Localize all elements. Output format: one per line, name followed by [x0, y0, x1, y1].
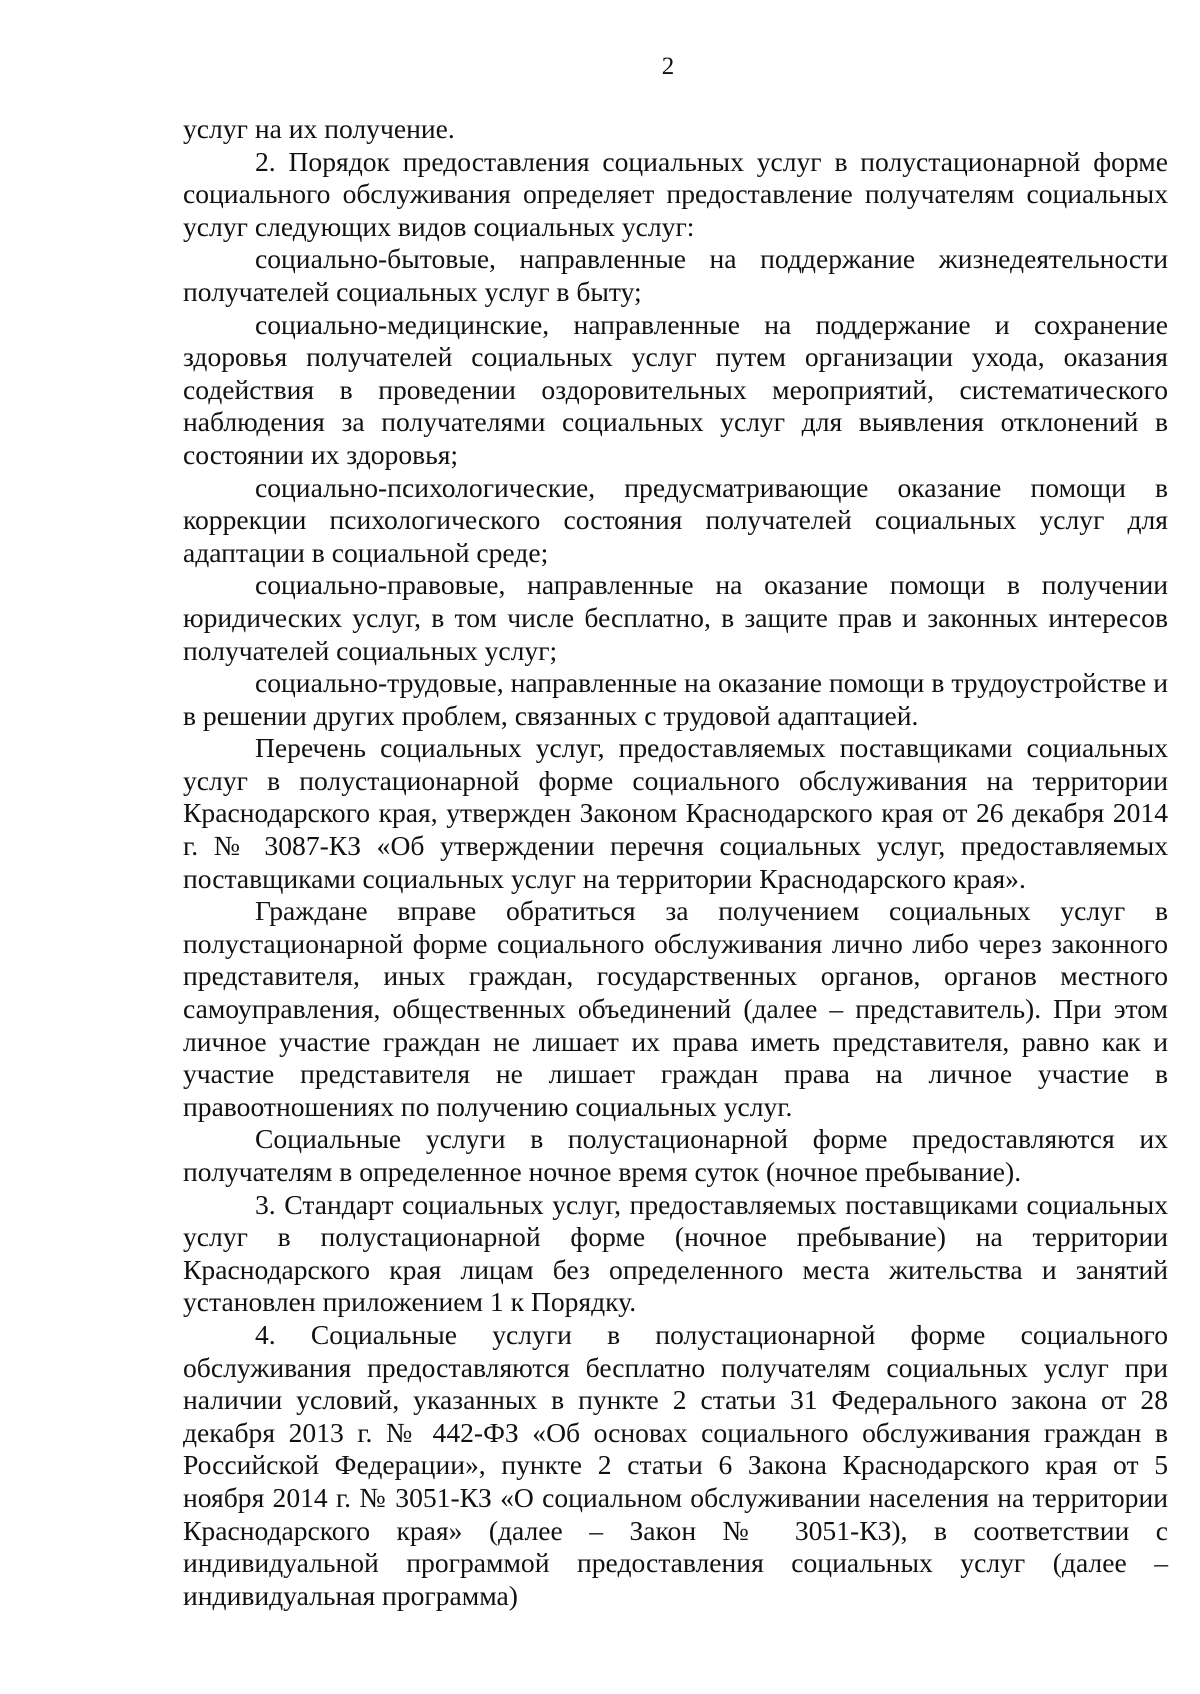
paragraph-social-household: социально-бытовые, направленные на поддержание жизнедеятельности получателей социальных услуг в быту; — [183, 243, 1168, 307]
document-body — [183, 113, 1168, 1612]
paragraph-clause-2: 2. Порядок предоставления социальных услуг в полустационарной форме социального обслуживания определяет предоставление получателям социальных услуг следующих видов социальных услуг: — [183, 145, 1168, 242]
paragraph-social-psychological: социально-психологические, предусматривающие оказание помощи в коррекции психологического состояния получателей социальных услуг для адаптации в социальной среде; — [183, 471, 1168, 568]
paragraph-continuation: услуг на их получение. — [183, 113, 455, 144]
paragraph-social-legal: социально-правовые, направленные на оказание помощи в получении юридических услуг, в том числе бесплатно, в защите прав и законных интересов получателей социальных услуг; — [183, 569, 1168, 666]
paragraph-services-list: Перечень социальных услуг, предоставляемых поставщиками социальных услуг в полустационарной форме социального обслуживания на территории Краснодарского края, утвержден Законом Краснодарского края от 26 декабря 2014 г. № 3087-КЗ «Об утверждении перечня социальных услуг, предоставляемых поставщиками социальных услуг на территории Краснодарского края». — [183, 732, 1168, 894]
paragraph-citizens-right: Граждане вправе обратиться за получением социальных услуг в полустационарной форме социального обслуживания лично либо через законного представителя, иных граждан, государственных органов, органов местного самоуправления, общественных объединений (далее – представитель). При этом личное участие граждан не лишает их права иметь представителя, равно как и участие представителя не лишает граждан права на личное участие в правоотношениях по получению социальных услуг. — [183, 895, 1168, 1122]
page-number: 2 — [661, 53, 675, 80]
paragraph-social-medical: социально-медицинские, направленные на поддержание и сохранение здоровья получателей социальных услуг путем организации ухода, оказания содействия в проведении оздоровительных мероприятий, систематического наблюдения за получателями социальных услуг для выявления отклонений в состоянии их здоровья; — [183, 308, 1168, 470]
paragraph-clause-3: 3. Стандарт социальных услуг, предоставляемых поставщиками социальных услуг в полустационарной форме (ночное пребывание) на территории Краснодарского края лицам без определенного места жительства и занятий установлен приложением 1 к Порядку. — [183, 1188, 1168, 1318]
paragraph-night-stay: Социальные услуги в полустационарной форме предоставляются их получателям в определенное ночное время суток (ночное пребывание). — [183, 1123, 1168, 1187]
paragraph-clause-4: 4. Социальные услуги в полустационарной форме социального обслуживания предоставляются бесплатно получателям социальных услуг при наличии условий, указанных в пункте 2 статьи 31 Федерального закона от 28 декабря 2013 г. № 442-ФЗ «Об основах социального обслуживания граждан в Российской Федерации», пункте 2 статьи 6 Закона Краснодарского края от 5 ноября 2014 г. № 3051-КЗ «О социальном обслуживании населения на территории Краснодарского края» (далее – Закон № 3051-КЗ), в соответствии с индивидуальной программой предоставления социальных услуг (далее – индивидуальная программа) — [183, 1318, 1168, 1611]
paragraph-social-labor: социально-трудовые, направленные на оказание помощи в трудоустройстве и в решении других проблем, связанных с трудовой адаптацией. — [183, 667, 1168, 731]
